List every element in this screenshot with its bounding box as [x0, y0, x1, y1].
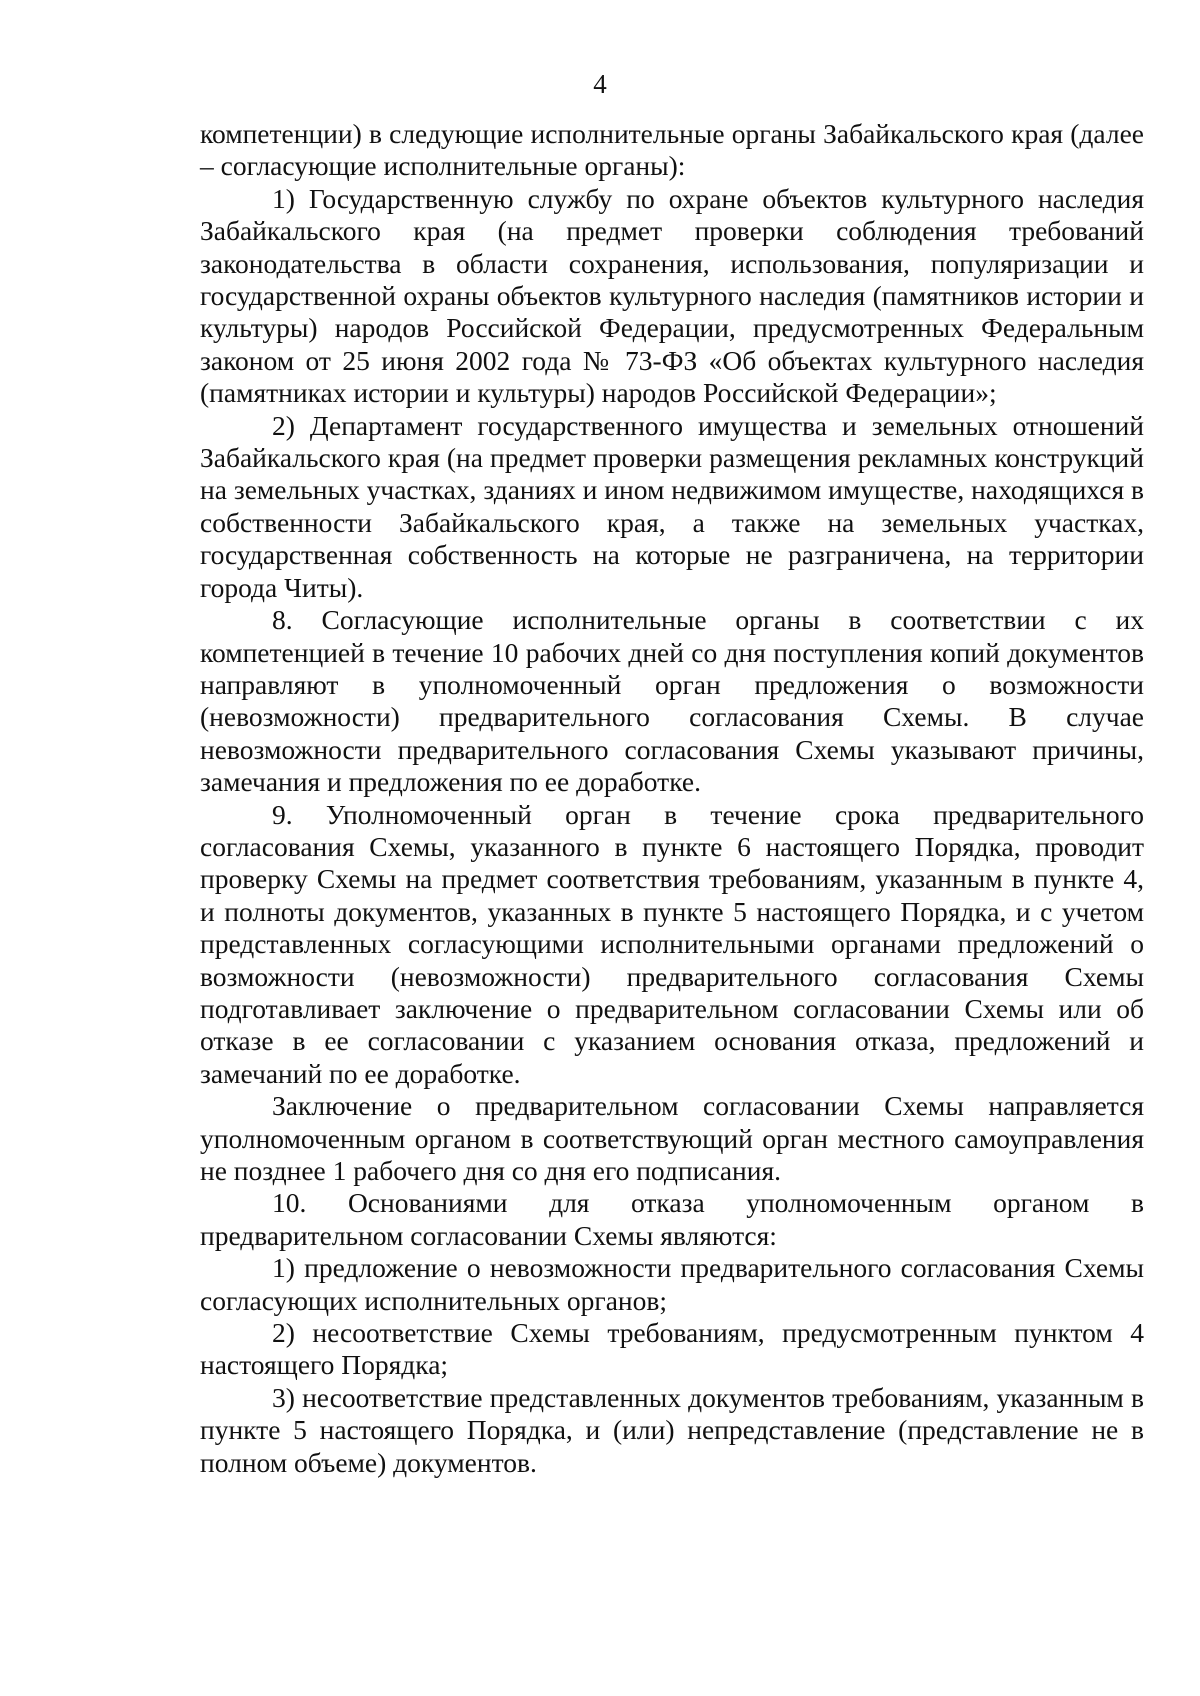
paragraph-clause-8: 8. Согласующие исполнительные органы в соответствии с их компетенцией в течение 10 рабочих дней со дня поступления копий документов направляют в уполномоченный орган предложения о возможности (невозможности) предварительного согласования Схемы. В случае невозможности предварительного согласования Схемы указывают причины, замечания и предложения по ее доработке.: [200, 604, 1144, 798]
paragraph-ground-3: 3) несоответствие представленных документов требованиям, указанным в пункте 5 настоящего Порядка, и (или) непредставление (представление не в полном объеме) документов.: [200, 1381, 1144, 1478]
paragraph-ground-1: 1) предложение о невозможности предварительного согласования Схемы согласующих исполнительных органов;: [200, 1252, 1144, 1316]
page-number: 4: [593, 69, 607, 99]
paragraph-conclusion: Заключение о предварительном согласовании Схемы направляется уполномоченным органом в соответствующий орган местного самоуправления не позднее 1 рабочего дня со дня его подписания.: [200, 1090, 1144, 1186]
paragraph-item-2-property-department: 2) Департамент государственного имущества и земельных отношений Забайкальского края (на предмет проверки размещения рекламных конструкций на земельных участках, зданиях и ином недвижимом имуществе, находящихся в собственности Забайкальского края, а также на земельных участках, государственная собственность на которые не разграничена, на территории города Читы).: [200, 409, 1144, 603]
paragraph-ground-2: 2) несоответствие Схемы требованиям, предусмотренным пунктом 4 настоящего Порядка;: [200, 1317, 1144, 1381]
paragraph-clause-9: 9. Уполномоченный орган в течение срока предварительного согласования Схемы, указанного в пункте 6 настоящего Порядка, проводит проверку Схемы на предмет соответствия требованиям, указанным в пункте 4, и полноты документов, указанных в пункте 5 настоящего Порядка, и с учетом представленных согласующими исполнительными органами предложений о возможности (невозможности) предварительного согласования Схемы подготавливает заключение о предварительном согласовании Схемы или об отказе в ее согласовании с указанием основания отказа, предложений и замечаний по ее доработке.: [200, 798, 1144, 1089]
paragraph-item-1-cultural-heritage: 1) Государственную службу по охране объектов культурного наследия Забайкальского края (на предмет проверки соблюдения требований законодательства в области сохранения, использования, популяризации и государственной охраны объектов культурного наследия (памятников истории и культуры) народов Российской Федерации, предусмотренных Федеральным законом от 25 июня 2002 года № 73-ФЗ «Об объектах культурного наследия (памятниках истории и культуры) народов Российской Федерации»;: [200, 182, 1144, 409]
paragraph-continuation: компетенции) в следующие исполнительные органы Забайкальского края (далее – согласующие исполнительные органы):: [200, 118, 1144, 182]
paragraph-clause-10: 10. Основаниями для отказа уполномоченным органом в предварительном согласовании Схемы являются:: [200, 1187, 1144, 1251]
document-body: [200, 118, 1144, 1479]
